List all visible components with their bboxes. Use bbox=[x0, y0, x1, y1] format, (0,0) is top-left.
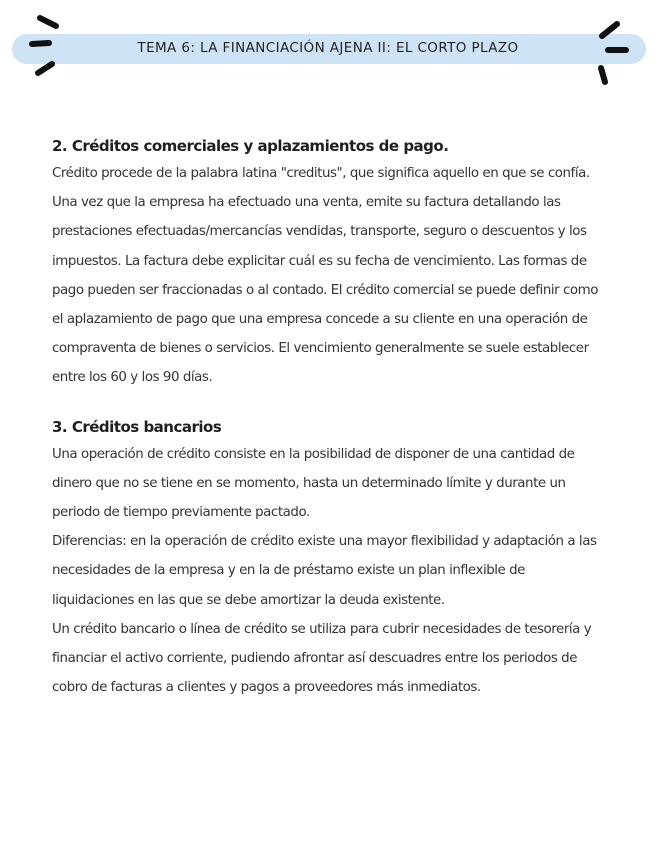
right-stroke-bottom bbox=[601, 68, 605, 82]
left-stroke-bottom bbox=[38, 64, 52, 73]
document-body bbox=[52, 133, 600, 702]
paragraph: Un crédito bancario o línea de crédito se utiliza para cubrir necesidades de tesorería y financiar el activo corriente, pudiendo afrontar así descuadres entre los periodos de cobro de facturas a clientes y pagos a proveedores más inmediatos. bbox=[52, 621, 592, 696]
left-stroke-top bbox=[40, 18, 56, 26]
section-heading: 2. Créditos comerciales y aplazamientos de pago. bbox=[52, 137, 449, 155]
section-creditos-comerciales bbox=[52, 133, 600, 393]
paragraph: Una operación de crédito consiste en la posibilidad de disponer de una cantidad de dinero que no se tiene en se momento, hasta un determinado límite y durante un periodo de tiempo previamente pactado. bbox=[52, 446, 575, 521]
paragraph: Diferencias: en la operación de crédito existe una mayor flexibilidad y adaptación a las necesidades de la empresa y en la de préstamo existe un plan inflexible de liquidaciones en las que se debe amortizar la deuda existente. bbox=[52, 534, 597, 608]
paragraph: Una vez que la empresa ha efectuado una venta, emite su factura detallando las prestaciones efectuadas/mercancías vendidas, transporte, seguro o descuentos y los impuestos. La factura debe explicitar cuál es su fecha de vencimiento. Las formas de pago pueden ser fraccionadas o al contado. El crédito comercial se puede definir como el aplazamiento de pago que una empresa concede a su cliente en una operación de compraventa de bienes o servicios. El vencimiento generalmente se suele establecer entre los 60 y los 90 días. bbox=[52, 195, 598, 386]
document-title: TEMA 6: LA FINANCIACIÓN AJENA II: EL CORTO PLAZO bbox=[137, 40, 519, 56]
section-heading: 3. Créditos bancarios bbox=[52, 417, 222, 436]
paragraph: Crédito procede de la palabra latina "creditus", que significa aquello en que se confía. bbox=[52, 166, 590, 181]
right-stroke-top bbox=[602, 24, 617, 36]
section-creditos-bancarios bbox=[52, 414, 600, 703]
